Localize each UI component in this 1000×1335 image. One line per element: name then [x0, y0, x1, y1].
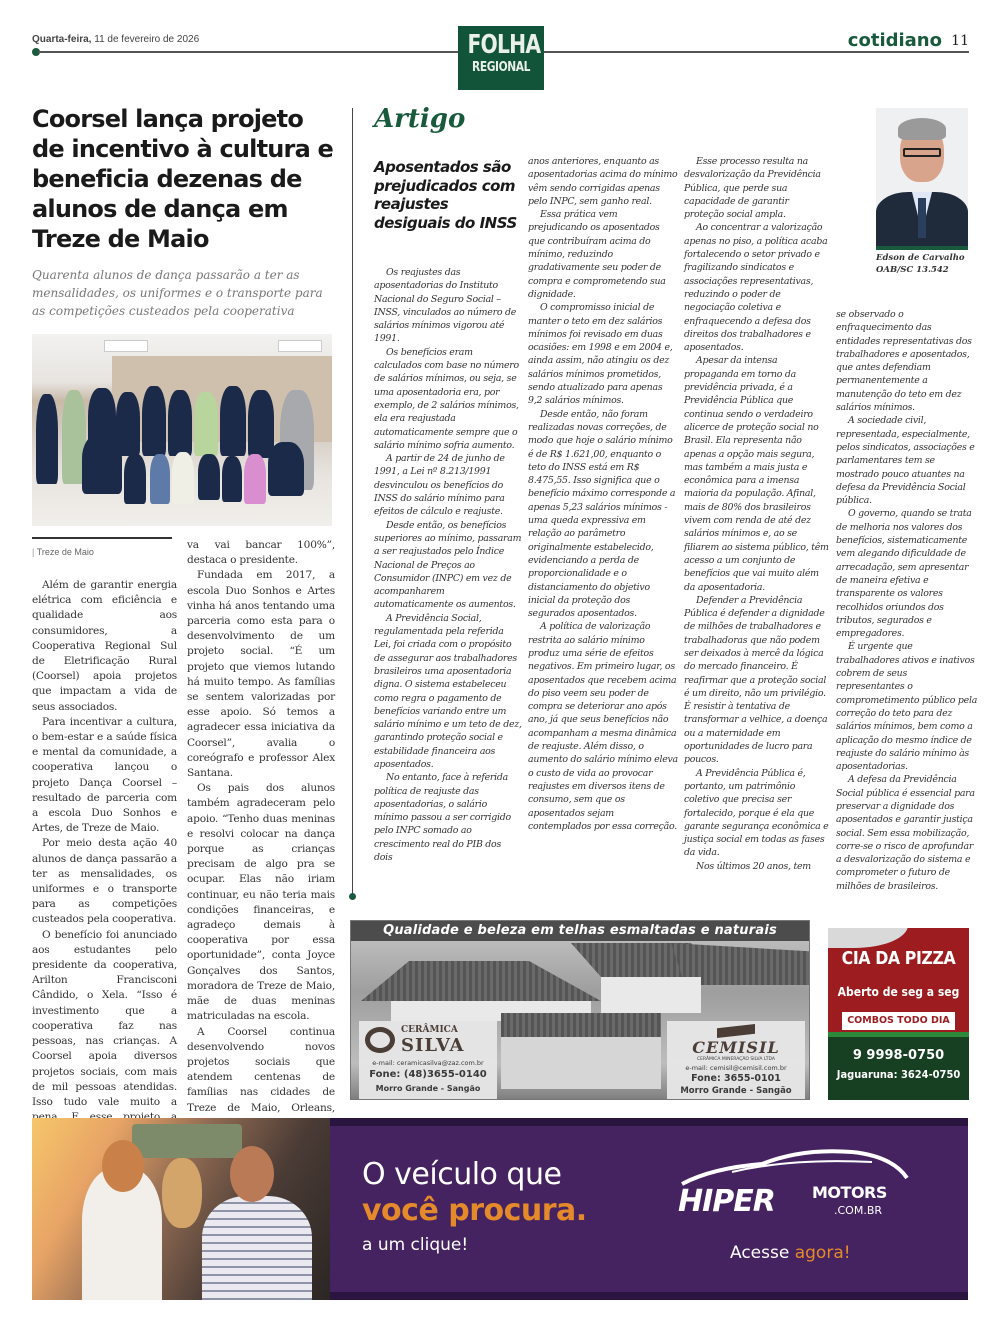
logo-hiper: HIPER [678, 1184, 775, 1219]
cemisil-phone: Fone: 3655-0101 [691, 1073, 781, 1084]
paragraph: A Coorsel continua desenvolvendo novos projetos sociais que atendem centenas de famílias nas cidades de Treze de Maio, Orleans, [187, 1025, 335, 1114]
paragraph: Desde então, não foram realizadas novas correções, de modo que hoje o salário mínimo é de R$ 1.621,00, enquanto o teto do INSS está em R$ 8.475,55. Isso significa que o benefício máximo corresponde a apenas 5,23 salários mínimos - uma queda expressiva em relação ao parâmetro originalmente estabelecido, evidenciando a perda de proporcionalidade e o distanciamento do objetivo inicial da proteção dos segurados aposentados. [528, 408, 676, 620]
person [248, 390, 274, 458]
paragraph: A Previdência Social, regulamentada pela referida Lei, foi criada com o propósito de assegurar aos trabalhadores brasileiros uma aposentadoria digna. O sistema estabeleceu como regra o pagamento de benefícios variando entre um salário mínimo e um teto de dez, garantindo proteção social e estabilidade financeira aos aposentados. [374, 612, 522, 770]
paragraph: Por meio desta ação 40 alunos de dança passarão a ter as mensalidades, os uniformes e o transporte para as competições custeados pela cooperativa. [32, 837, 177, 926]
page-number: 11 [951, 33, 969, 49]
paragraph: se observado o enfraquecimento das entidades representativas dos trabalhadores e aposentados, que antes defendiam permanentemente a manutenção do teto em dez salários mínimos. [836, 309, 972, 414]
paragraph: Para incentivar a cultura, o bem-estar e a saúde física e mental da comunidade, a cooperativa lançou o projeto Dança Coorsel – resultado de parceria com a escola Duo Sonhos e Artes, de Treze de Maio. [32, 715, 177, 835]
silva-email: e-mail: ceramicasilva@zaz.com.br [372, 1059, 484, 1067]
pizza-hours: Aberto de seg a seg [837, 985, 960, 999]
paragraph: É urgente que trabalhadores ativos e inativos cobrem de seus representantes o comprometimento público pela correção do teto para dez salários mínimos, bem como a aplicação do mesmo índice de reajuste do salário mínimo às aposentadorias. [836, 641, 978, 773]
author-tie [918, 198, 926, 238]
person [142, 386, 166, 456]
person [168, 390, 192, 456]
cemisil-email: e-mail: cemisil@cemisil.com.br [685, 1064, 787, 1072]
paragraph: Fundada em 2017, a escola Duo Sonhos e Artes vinha há anos tentando uma parceria como esta para o desenvolvimento de um projeto social. “É um projeto que viemos lutando há muito tempo. As famílias se sentem valorizadas por esse apoio. Só temos a agradecer essa iniciativa da Coorsel”, avalia o coreógrafo e professor Alex Santana. [187, 569, 335, 780]
logo-motors: MOTORS [812, 1183, 887, 1202]
paragraph: Os reajustes das aposentadorias do Instituto Nacional do Seguro Social – INSS, vinculados ao número de salários mínimos vigorou até 1991. [374, 267, 516, 345]
opinion-label: Artigo [374, 104, 466, 134]
person [198, 454, 220, 500]
man-head [230, 1146, 274, 1202]
pizza-phone-1: 9 9998-0750 [852, 1048, 945, 1063]
roof-shape [501, 1013, 661, 1037]
house-wall [501, 1037, 661, 1089]
ad-line-3: a um clique! [362, 1235, 469, 1255]
article-column-2 [187, 538, 335, 1131]
green-band [828, 1032, 969, 1100]
person [124, 454, 146, 504]
air-conditioner-icon [104, 340, 148, 352]
logo-domain: .COM.BR [834, 1204, 883, 1217]
paragraph: A sociedade civil, representada, especialmente, pelos sindicatos, associações e parlamentares tem se mostrado pouco atuantes na defesa da Previdência Social pública. [836, 415, 975, 507]
cs-monogram-icon [365, 1027, 395, 1053]
person [194, 392, 218, 456]
author-byline [876, 252, 965, 276]
ad-banner: Qualidade e beleza em telhas esmaltadas e naturais [351, 921, 809, 941]
paragraph: O compromisso inicial de manter o teto em dez salários mínimos foi revisado em duas ocasiões: em 1998 e em 2004 e, ainda assim, não atingiu os dez salários mínimos prometidos, sendo atualizado para apenas 9,2 salários mínimos. [528, 302, 673, 407]
cta-highlight: agora! [794, 1243, 851, 1263]
author-hair [898, 118, 946, 140]
opinion-title: Aposentados são prejudicados com reajustes desiguais do INSS [374, 158, 517, 232]
paragraph: Apesar da intensa propaganda em torno da previdência privada, é a Previdência Pública que continua sendo o verdadeiro alicerce de proteção social no Brasil. Ela representa não apenas a opção mais segura, mas também a mais justa e econômica para a imensa maioria da população. Afinal, mais de 80% dos brasileiros vivem com renda de até dez salários mínimos e, ao se filiarem ao sistema público, têm acesso a um conjunto de benefícios que vai muito além da aposentadoria. [684, 355, 829, 593]
person [222, 456, 242, 502]
person [150, 454, 170, 504]
sunroof [132, 1124, 242, 1158]
divider-dot [349, 893, 356, 900]
car-photo [32, 1118, 330, 1300]
cta-text[interactable] [730, 1242, 851, 1264]
hiper-motors-ad[interactable] [32, 1118, 968, 1300]
header-rule-left [38, 51, 458, 53]
silva-brand-top: CERÂMICA [401, 1025, 458, 1035]
glasses-icon [903, 148, 941, 157]
person [268, 442, 304, 496]
paragraph: va vai bancar 100%”, destaca o presidente. [187, 539, 335, 567]
paragraph: O benefício foi anunciado aos estudantes pelo presidente da cooperativa, Arilton Francisconi Cândido, o Xela. “Isso é investimento que a cooperativa faz nas pessoas, nas crianças. A Coorsel apoia diversos projetos sociais, com mais de mil pessoas atendidas. Isso tudo vale muito a [32, 928, 177, 1108]
paragraph: A política de valorização restrita ao salário mínimo produz uma série de efeitos negativos. Em primeiro lugar, os aposentados que recebem acima do piso veem seu poder de compra se deteriorar ano após ano, já que seus benefícios não acompanham a mesma dinâmica de reajuste. Além disso, o aumento do salário mínimo eleva o custo de vida ao provocar reajustes em diversos itens de consumo, sem que os aposentados sejam contemplados por essa correção. [528, 621, 678, 832]
cemisil-subtitle: CERÂMICA MINERAÇÃO SILVA LTDA [697, 1057, 775, 1062]
person [36, 394, 58, 484]
cemisil-location: Morro Grande - Sangão [680, 1086, 792, 1096]
person [82, 434, 122, 494]
opinion-column-3 [684, 155, 830, 873]
paragraph: Os benefícios eram calculados com base no número de salários mínimos, ou seja, se uma aposentadoria era, por exemplo, de 2 salários mínimos, ela era reajustada automaticamente sempre que o salário mínimo sofria aumento. [374, 346, 519, 451]
paragraph: Além de garantir energia elétrica com eficiência e qualidade aos consumidores, a Cooperativa Regional Sul de Eletrificação Rural (Coorsel) apoia projetos que impactam a vida de seus associados. [32, 579, 177, 713]
author-credential: OAB/SC 13.542 [876, 265, 949, 275]
dog-icon [162, 1158, 202, 1228]
paragraph: anos anteriores, enquanto as aposentadorias acima do mínimo vêm sendo corrigidas apenas pelo INPC, sem ganho real. [528, 156, 678, 207]
author-photo [876, 108, 968, 250]
person [172, 452, 194, 504]
cemisil-logo [667, 1021, 805, 1099]
house-wall [601, 977, 701, 1013]
weekday: Quarta-feira, [32, 34, 92, 45]
opinion-column-2 [528, 155, 678, 833]
swoosh-decoration [828, 928, 908, 948]
car-silhouette-icon [672, 1148, 932, 1188]
pizza-promo: COMBOS TODO DIA [842, 1012, 955, 1030]
opinion-column-1 [374, 266, 522, 864]
header-rule-right [544, 51, 969, 53]
man-figure [202, 1196, 312, 1300]
paragraph: Defender a Previdência Pública é defender a dignidade de milhões de trabalhadores e trabalhadoras que não podem ser deixados à mercê da lógica do mercado financeiro. É reafirmar que a proteção social é um direito, não um privilégio. É resistir à tentativa de transformar a velhice, a doença ou a maternidade em oportunidades de lucro para poucos. [684, 594, 828, 766]
paragraph: A partir de 24 de junho de 1991, a Lei nº 8.213/1991 desvinculou os benefícios do INSS do salário mínimo para efeitos de cálculo e reajuste. [374, 453, 505, 518]
group-photo [32, 334, 332, 526]
air-conditioner-icon [278, 340, 322, 352]
cemisil-brand: CEMISIL [692, 1038, 780, 1057]
edition-date [32, 34, 199, 45]
ad-line-1: O veículo que [362, 1157, 562, 1192]
photo-caption: | Treze de Maio [32, 537, 172, 557]
hiper-motors-logo[interactable] [672, 1148, 932, 1234]
logo-line1: FOLHA [467, 30, 541, 60]
paragraph: A defesa da Previdência Social pública é essencial para preservar a dignidade dos aposentados e garantir justiça social. Sem essa mobilização, corre-se o risco de aprofundar a desvalorização do sistema e comprometer o futuro de milhões de brasileiros. [836, 774, 975, 892]
person [244, 454, 266, 504]
article-headline: Coorsel lança projeto de incentivo à cultura e beneficia dezenas de alunos de dança em Treze de Maio [32, 105, 334, 253]
ceramica-silva-logo [359, 1021, 497, 1099]
cia-da-pizza-ad[interactable] [828, 928, 969, 1100]
logo-line2: REGIONAL [472, 60, 530, 75]
flag-icon [717, 1024, 755, 1038]
paragraph: Nos últimos 20 anos, tem [696, 860, 811, 872]
folha-regional-logo[interactable] [458, 26, 544, 90]
ad-line-2: você procura. [362, 1193, 587, 1228]
silva-location: Morro Grande - Sangão [375, 1084, 481, 1093]
woman-head [102, 1140, 144, 1192]
paragraph: Esse processo resulta na desvalorização da Previdência Pública, que perde sua capacidade de garantir proteção social ampla. [684, 156, 821, 221]
cta-prefix: Acesse [730, 1243, 790, 1263]
paragraph: A Previdência Pública é, portanto, um patrimônio coletivo que precisa ser fortalecido, porque é ela que garante segurança econômica e justiça social em todas as fases da vida. [684, 767, 829, 859]
article-column-1 [32, 578, 177, 1141]
person [220, 386, 246, 456]
date: 11 de fevereiro de 2026 [94, 34, 200, 45]
paragraph: O governo, quando se trata de melhoria nos valores dos benefícios, sistematicamente vem alegando dificuldade de arrecadação, sem apresentar de maneira efetiva e transparente os valores recolhidos oriundos dos tributos, segurados e empregadores. [836, 508, 972, 640]
opinion-column-4 [836, 308, 978, 893]
paragraph: Ao concentrar a valorização apenas no piso, a política acaba fortalecendo o setor privado e fragilizando sindicatos e associações representativas, reduzindo o poder de negociação coletiva e enfraquecendo a defesa dos direitos dos trabalhadores e aposentados. [684, 222, 828, 354]
paragraph: Essa prática vem prejudicando os aposentados que contribuíram acima do mínimo, reduzindo gradativamente seu poder de compra e comprometendo sua dignidade. [528, 209, 666, 300]
pizza-phone-2: Jaguaruna: 3624-0750 [836, 1068, 961, 1081]
paragraph: Os pais dos alunos também agradeceram pelo apoio. “Tenho duas meninas e resolvi colocar na dança porque as crianças precisam de algo pra se ocupar. Elas não iriam continuar, eu não teria mais condições financeiras, e agradeço demais à cooperativa por essa oportunidade”, conta Joyce Gonçalves dos Santos, moradora de Treze de Maio, mãe de duas meninas matriculadas na escola. [187, 782, 335, 1023]
article-subheadline: Quarenta alunos de dança passarão a ter as mensalidades, os uniformes e o transporte para as competições custeados pela cooperativa [32, 268, 323, 318]
author-name: Edson de Carvalho [876, 253, 965, 263]
column-divider [352, 108, 353, 898]
roof-shape [361, 961, 601, 1001]
paragraph: No entanto, face à referida política de reajuste das aposentadorias, o salário mínimo passou a ser corrigido pelo INPC somado ao crescimento real do PIB dos dois [374, 772, 511, 864]
paragraph: Desde então, os benefícios superiores ao mínimo, passaram a ser reajustados pelo Índice Nacional de Preços ao Consumidor (INPC) em vez de acompanharem automaticamente os aumentos. [374, 519, 522, 611]
ceramica-ad[interactable] [350, 920, 810, 1100]
silva-brand: SILVA [401, 1035, 465, 1056]
pizza-name: CIA DA PIZZA [841, 948, 956, 969]
section-name: cotidiano [847, 30, 942, 51]
silva-phone: Fone: (48)3655-0140 [369, 1069, 487, 1080]
